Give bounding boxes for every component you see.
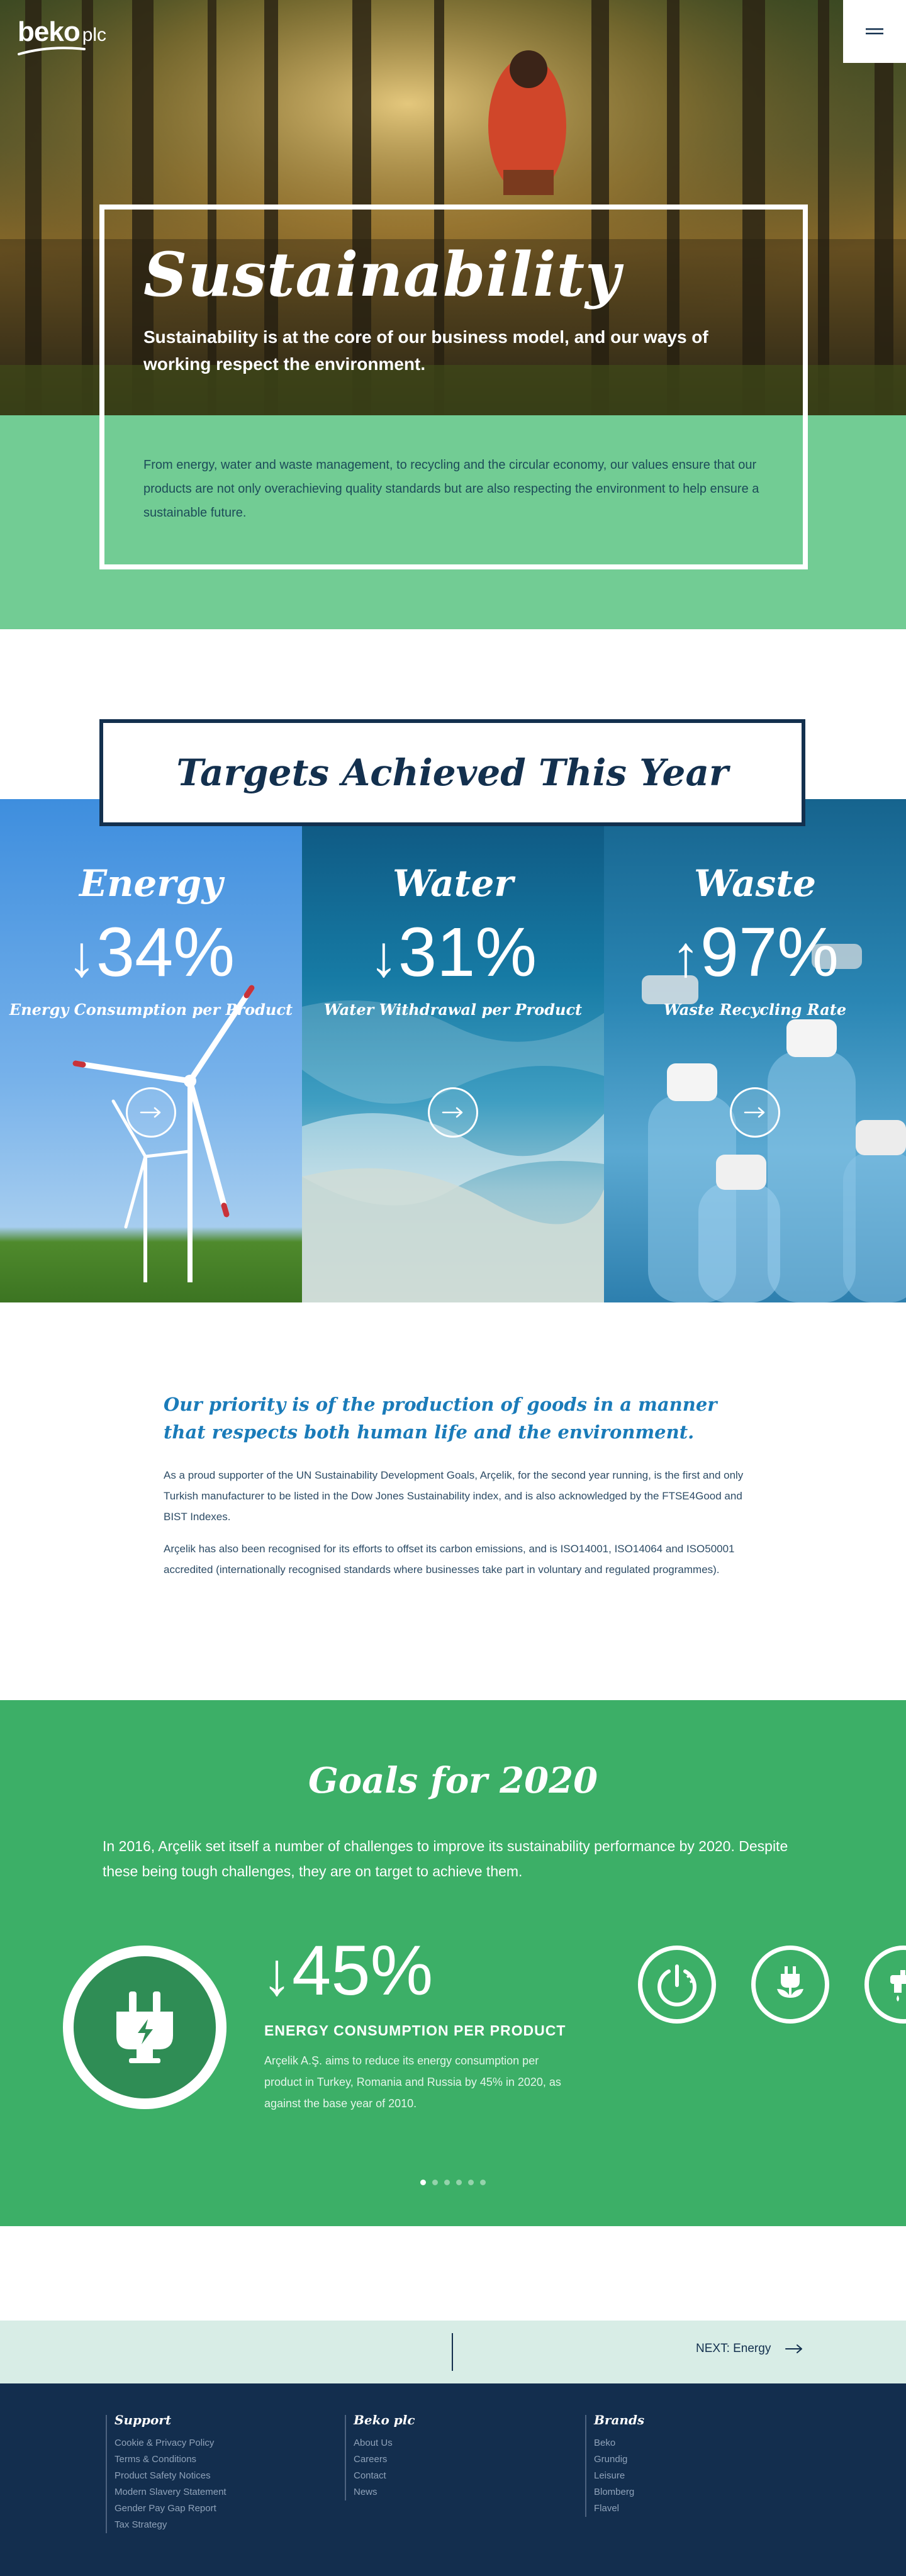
goals-stat-label: ENERGY CONSUMPTION PER PRODUCT <box>264 2022 566 2039</box>
energy-plug-icon <box>63 1946 226 2109</box>
tile-heading-water: Water <box>393 862 513 905</box>
footer-link[interactable]: News <box>354 2487 378 2497</box>
goals-stat-value: 45% <box>292 1931 433 2010</box>
footer-heading: Beko plc <box>354 2412 415 2428</box>
tile-heading-energy: Energy <box>79 862 223 905</box>
next-bar <box>0 2321 906 2383</box>
footer-links <box>354 2435 415 2500</box>
carousel-dot[interactable] <box>468 2180 474 2185</box>
beko-plc-logo[interactable] <box>18 16 106 48</box>
logo-swoosh-icon <box>18 47 87 55</box>
carousel-dot[interactable] <box>420 2180 426 2185</box>
goals-stat <box>262 1933 433 2012</box>
tile-heading-waste: Waste <box>693 862 817 905</box>
tile-stat-value: 34% <box>96 914 235 991</box>
footer <box>0 2383 906 2576</box>
water-tap-icon[interactable] <box>864 1946 906 2024</box>
plug-lightning-icon <box>104 1986 186 2068</box>
targets-title: Targets Achieved This Year <box>176 751 729 794</box>
footer-column-beko-plc <box>345 2412 415 2500</box>
logo-suffix: plc <box>82 25 107 45</box>
footer-link[interactable]: Contact <box>354 2470 386 2481</box>
footer-link[interactable]: Product Safety Notices <box>115 2470 211 2481</box>
footer-link[interactable]: Careers <box>354 2454 388 2465</box>
goals-section <box>0 1700 906 2226</box>
up-arrow-icon: ↑ <box>671 924 700 988</box>
tile-label-water: Water Withdrawal per Product <box>323 1000 583 1019</box>
hero-section <box>0 0 906 629</box>
tile-stat-value: 31% <box>398 914 537 991</box>
power-timer-icon[interactable] <box>638 1946 716 2024</box>
next-page-link[interactable] <box>696 2342 803 2356</box>
next-divider <box>452 2333 453 2371</box>
footer-link[interactable]: Modern Slavery Statement <box>115 2487 226 2497</box>
priority-heading: Our priority is of the production of goods in a manner that respects both human life and the environment. <box>164 1394 717 1443</box>
arrow-right-icon <box>140 1106 162 1119</box>
energy-plug-icon-inner <box>74 1956 216 2098</box>
priority-paragraph: As a proud supporter of the UN Sustainability Development Goals, Arçelik, for the second year running, is the first and only Turkish manufacturer to be listed in the Dow Jones Sustainability index, and is also acknowledged by the FTSE4Good and BIST Indexes. <box>164 1469 744 1523</box>
carousel-dot[interactable] <box>444 2180 450 2185</box>
down-arrow-icon: ↓ <box>262 1940 292 2008</box>
footer-link[interactable]: Beko <box>594 2438 616 2448</box>
footer-column-support <box>106 2412 226 2533</box>
water-tap-icon-glyph <box>881 1963 906 2007</box>
tile-arrow-button-water[interactable] <box>428 1087 478 1138</box>
goals-intro: In 2016, Arçelik set itself a number of challenges to improve its sustainability performance by 2020. Despite these being tough challenges, they are on target to achieve them. <box>103 1838 788 1879</box>
footer-link[interactable]: Cookie & Privacy Policy <box>115 2438 215 2448</box>
down-arrow-icon: ↓ <box>67 924 96 988</box>
targets-title-box <box>99 719 805 826</box>
targets-section <box>0 799 906 1302</box>
carousel-dot[interactable] <box>456 2180 462 2185</box>
tile-stat-value: 97% <box>700 914 839 991</box>
menu-button[interactable] <box>843 0 906 63</box>
footer-link[interactable]: Leisure <box>594 2470 625 2481</box>
tile-stat-energy <box>0 915 302 994</box>
footer-link[interactable]: Tax Strategy <box>115 2519 167 2530</box>
footer-link[interactable]: Blomberg <box>594 2487 635 2497</box>
tile-arrow-button-waste[interactable] <box>730 1087 780 1138</box>
tile-arrow-button-energy[interactable] <box>126 1087 176 1138</box>
priority-section <box>164 1391 755 1580</box>
tile-stat-water <box>302 915 604 994</box>
eco-plug-icon-glyph <box>768 1963 812 2007</box>
goals-title: Goals for 2020 <box>308 1760 598 1801</box>
eco-plug-icon[interactable] <box>751 1946 829 2024</box>
footer-links <box>115 2435 226 2533</box>
down-arrow-icon: ↓ <box>369 924 398 988</box>
footer-link[interactable]: About Us <box>354 2438 393 2448</box>
footer-heading: Brands <box>594 2412 645 2428</box>
carousel-dot[interactable] <box>432 2180 438 2185</box>
carousel-dot[interactable] <box>480 2180 486 2185</box>
hero-subtitle: Sustainability is at the core of our business model, and our ways of working respect the environment. <box>143 327 708 374</box>
arrow-right-icon <box>442 1106 464 1119</box>
carousel-dots <box>0 2180 906 2185</box>
footer-links <box>594 2435 644 2517</box>
tile-label-energy: Energy Consumption per Product <box>9 1000 293 1019</box>
footer-column-brands <box>585 2412 645 2517</box>
priority-paragraph: Arçelik has also been recognised for its efforts to offset its carbon emissions, and is ISO14001, ISO14064 and ISO50001 accredited (internationally recognised standards where businesses take part in voluntary and regulated programmes). <box>164 1543 735 1576</box>
footer-link[interactable]: Grundig <box>594 2454 628 2465</box>
footer-link[interactable]: Flavel <box>594 2503 620 2514</box>
arrow-right-icon <box>785 2343 803 2355</box>
tile-label-waste: Waste Recycling Rate <box>663 1000 847 1019</box>
target-tile-water[interactable] <box>302 799 604 1302</box>
hero-body: From energy, water and waste management, to recycling and the circular economy, our values ensure that our products are not only overachieving quality standards but are also respecting the environment to help ensure a sustainable future. <box>143 458 759 520</box>
hamburger-icon <box>866 27 883 36</box>
tile-stat-waste <box>604 915 906 994</box>
logo-brand: beko <box>18 16 80 47</box>
target-tile-waste[interactable] <box>604 799 906 1302</box>
goals-stat-description: Arçelik A.Ş. aims to reduce its energy consumption per product in Turkey, Romania and Russia by 45% in 2020, as against the base year of 2010. <box>264 2054 561 2110</box>
power-timer-icon-glyph <box>655 1963 699 2007</box>
next-page-label: NEXT: Energy <box>696 2342 771 2355</box>
footer-link[interactable]: Gender Pay Gap Report <box>115 2503 216 2514</box>
page-title: Sustainability <box>143 239 621 310</box>
target-tile-energy[interactable] <box>0 799 302 1302</box>
footer-heading: Support <box>115 2412 172 2428</box>
arrow-right-icon <box>744 1106 766 1119</box>
footer-link[interactable]: Terms & Conditions <box>115 2454 197 2465</box>
